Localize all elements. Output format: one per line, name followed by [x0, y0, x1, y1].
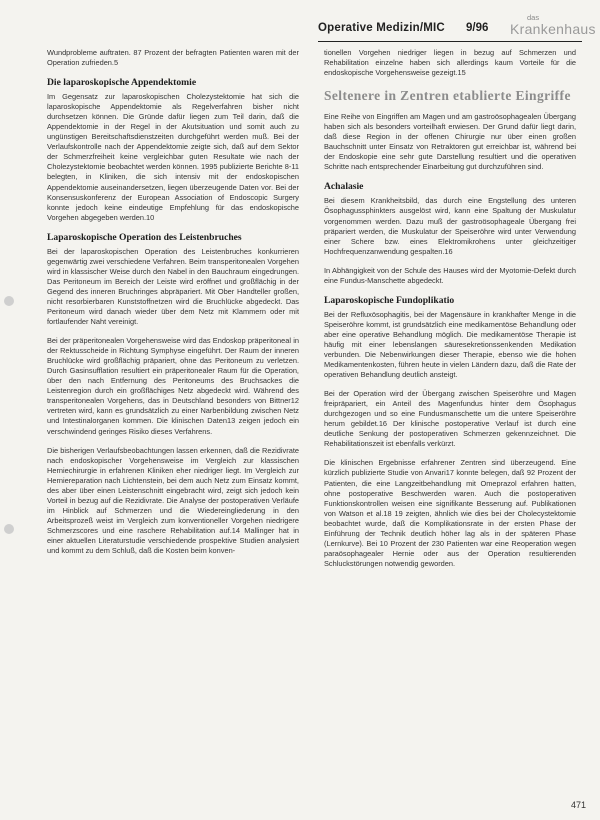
- section-heading: Die laparoskopische Appendektomie: [47, 77, 197, 89]
- header-title: Operative Medizin/MIC: [318, 22, 445, 34]
- paragraph: Bei der laparoskopischen Operation des Leistenbruches konkurrieren gegenwärtig zwei verschiedene Verfahren. Beim transperitonealen Vorgehen wird in klassischer Weise durch den Nabel in den Bauchraum eingedrungen. Das Peritoneum im Bereich der Leiste wird eröffnet und großflächig in der Gegend des inneren Bruchringes abpräpariert. Mit Ober Handteller großen, nicht resorbierbaren Kunststoffnetzen wird die Bruchlücke abgedeckt. Das Peritoneum wird danach wieder über dem Netz mit Klammern oder mit fortlaufender Naht vereinigt.: [47, 246, 299, 327]
- binder-hole: [4, 296, 14, 306]
- paragraph: Bei der Operation wird der Übergang zwischen Speiseröhre und Magen freipräpariert, ein Anteil des Magenfundus hinter dem Ösophagus durchgezogen und so eine Fundusmanschette um die untere Speiseröhre herum gebildet.16 Der klinische postoperative Verlauf ist durch eine deutliche Senkung der postoperativen Schmerzen gekennzeichnet. Die Rehabilitationszeit ist ebenfalls verkürzt.: [324, 389, 576, 449]
- binder-hole: [4, 524, 14, 534]
- major-heading: Seltenere in Zentren etablierte Eingriffe: [324, 88, 571, 104]
- paragraph: Wundprobleme auftraten. 87 Prozent der befragten Patienten waren mit der Operation zufrieden.5: [47, 48, 299, 68]
- right-column: [324, 48, 576, 578]
- running-header: [318, 13, 596, 42]
- section-heading: Laparoskopische Operation des Leistenbruches: [47, 231, 242, 243]
- header-issue: 9/96: [466, 22, 489, 34]
- header-brand-small: das: [527, 13, 540, 22]
- paragraph: tionellen Vorgehen niedriger liegen in bezug auf Schmerzen und Rehabilitation einzelne haben sich allerdings kaum Vorteile für die endoskopische Vorgehensweise gezeigt.15: [324, 48, 576, 78]
- paragraph: Eine Reihe von Eingriffen am Magen und am gastroösophagealen Übergang haben sich als besonders vorteilhaft erwiesen. Der Grund dafür liegt darin, daß diese Region in der offenen Chirurgie nur über einen großen Bauchschnitt unter Einsatz von Retraktoren gut erreichbar ist, während bei der Endoskopie eine sehr gute Darstellung resultiert und die operativen Schritte nach entsprechender Einarbeitung gut durchzuführen sind.: [324, 112, 576, 172]
- paragraph: Die bisherigen Verlaufsbeobachtungen lassen erkennen, daß die Rezidivrate nach endoskopischer Vorgehensweise im Vergleich zur klassischen Herniechirurgie in erfahrenen Kliniken eher niedriger liegt. Im Vergleich zur Herniereparation nach Lichtenstein, bei dem auch Netz zum Einsatz kommt, des aber über einen Leistenschnitt eingebracht wird, zeigt sich jedoch kein Vorteil in bezug auf die Rezidivrate. Die Analyse der postoperativen Verläufe im Hinblick auf Schmerzen und die Wiedereingliederung in den Arbeitsprozeß weist im Vergleich zum konventioneller Vorgehen niedrigere Schmerzscores und eine raschere Rehabilitation auf.14 Mallinger hat in einer aktuellen Literaturstudie verschiedende prospektive Studien analysiert und kommt zu dem Schluß, daß die Kosten beim konven-: [47, 445, 299, 556]
- header-rule: [318, 41, 582, 42]
- left-column: [47, 48, 299, 565]
- paragraph: Bei der präperitonealen Vorgehensweise wird das Endoskop präperitoneal in der Rektusscheide in Richtung Symphyse eingeführt. Der Raum der inneren Bruchlücke wird großflächig präpariert, ohne das Peritoneum zu verletzen. Durch Gasinsufflation resultiert ein präperitonealer Raum für die Operation, über den nach Entfernung des Peritoneums des Bruchsackes die Leistenregion durch ein großflächiges Netz abgedeckt wird. Während des transperitonealen Vorgehens, das in Deutschland besonders von Bittner12 vertreten wird, kann es grundsätzlich zu einer Narbenbildung zwischen Netz und Intestinalorganen kommen. Die klinischen Daten13 zeigen jedoch ein verschwindend geringes Risiko dieses Verfahrens.: [47, 336, 299, 436]
- section-heading: Laparoskopische Fundoplikatio: [324, 294, 455, 306]
- page-number: 471: [570, 800, 586, 810]
- paragraph: Bei diesem Krankheitsbild, das durch eine Engstellung des unteren Ösophagussphinkters ausgelöst wird, kann eine Spaltung der Muskulatur vorgenommen werden. Dazu muß der gastroösophageale Übergang frei präpariert werden, die Muskulatur der Speiseröhre wird unter Verwendung einer Schere bzw. eines Elektromikrohens unter gleichzeitiger Hochfrequenzanwendung gespalten.16: [324, 196, 576, 256]
- paragraph: Bei der Refluxösophagitis, bei der Magensäure in krankhafter Menge in die Speiseröhre kommt, ist grundsätzlich eine medikamentöse Behandlung oder aber eine operative Behandlung möglich. Die medikamentöse Therapie ist häufig mit einer lebenslangen säuresekretionssenkenden Medikation verbunden. Die Nebenwirkungen dieser Therapie, ebenso wie die hohen Medikamentenkosten, führen heute in vielen Ländern dazu, daß die Rate der operativen Behandlung deutlich ansteigt.: [324, 309, 576, 380]
- section-heading: Achalasie: [324, 181, 364, 193]
- header-brand-logo: Krankenhaus: [510, 21, 596, 37]
- paragraph: Im Gegensatz zur laparoskopischen Cholezystektomie hat sich die laparoskopische Appendektomie als Regelverfahren bisher nicht durchsetzen können. Die Gründe dafür liegen zum Teil darin, daß die Appendektomie in der Regel in der Akutsituation und somit auch zu ungünstigen Bereitschaftsdienstzeiten durchgeführt werden muß. Bei der Verlaufskontrolle nach der Appendektomie zeigte sich, daß auf dem Sektor der Schmerzfreiheit keine vergleichbar guten Resultate wie nach der Cholezystektomie beobachtet werden können. 1995 publizierte Berichte 8-11 belegten, in Kliniken, die sich intensiv mit der endoskopischen Appendektomie auseinandersetzen, liegen überzeugende Daten vor. Bei der Konsensuskonferenz der European Association of Endoscopic Surgery konnte jedoch keine eindeutige Empfehlung für das endoskopische Vorgehen abgegeben werden.10: [47, 92, 299, 222]
- paragraph: In Abhängigkeit von der Schule des Hauses wird der Myotomie-Defekt durch eine Fundus-Manschette abgedeckt.: [324, 265, 576, 285]
- paragraph: Die klinischen Ergebnisse erfahrener Zentren sind überzeugend. Eine kürzlich publizierte Studie von Anvari17 konnte belegen, daß 92 Prozent der Patienten, die eine Langzeitbehandlung mit Omeprazol erfahren hatten, ohne postoperative Beschwerden waren. Auch die postoperativen Funktionskontrollen weisen eine signifikante Besserung auf. Publikationen von Watson et al.18 19 zeigten, ähnlich wie dies bei der Cholecystektomie beobachtet wurde, daß die Komplikationsrate in der ersten Phase der Einführung der Technik deutlich höher lag als in der späteren Phase (Lernkurve). Bei 10 Prozent der 230 Patienten war eine Reoperation wegen paraösophagealer Hernie oder aus der Operation resultierenden Schluckstörungen notwendig geworden.: [324, 458, 576, 568]
